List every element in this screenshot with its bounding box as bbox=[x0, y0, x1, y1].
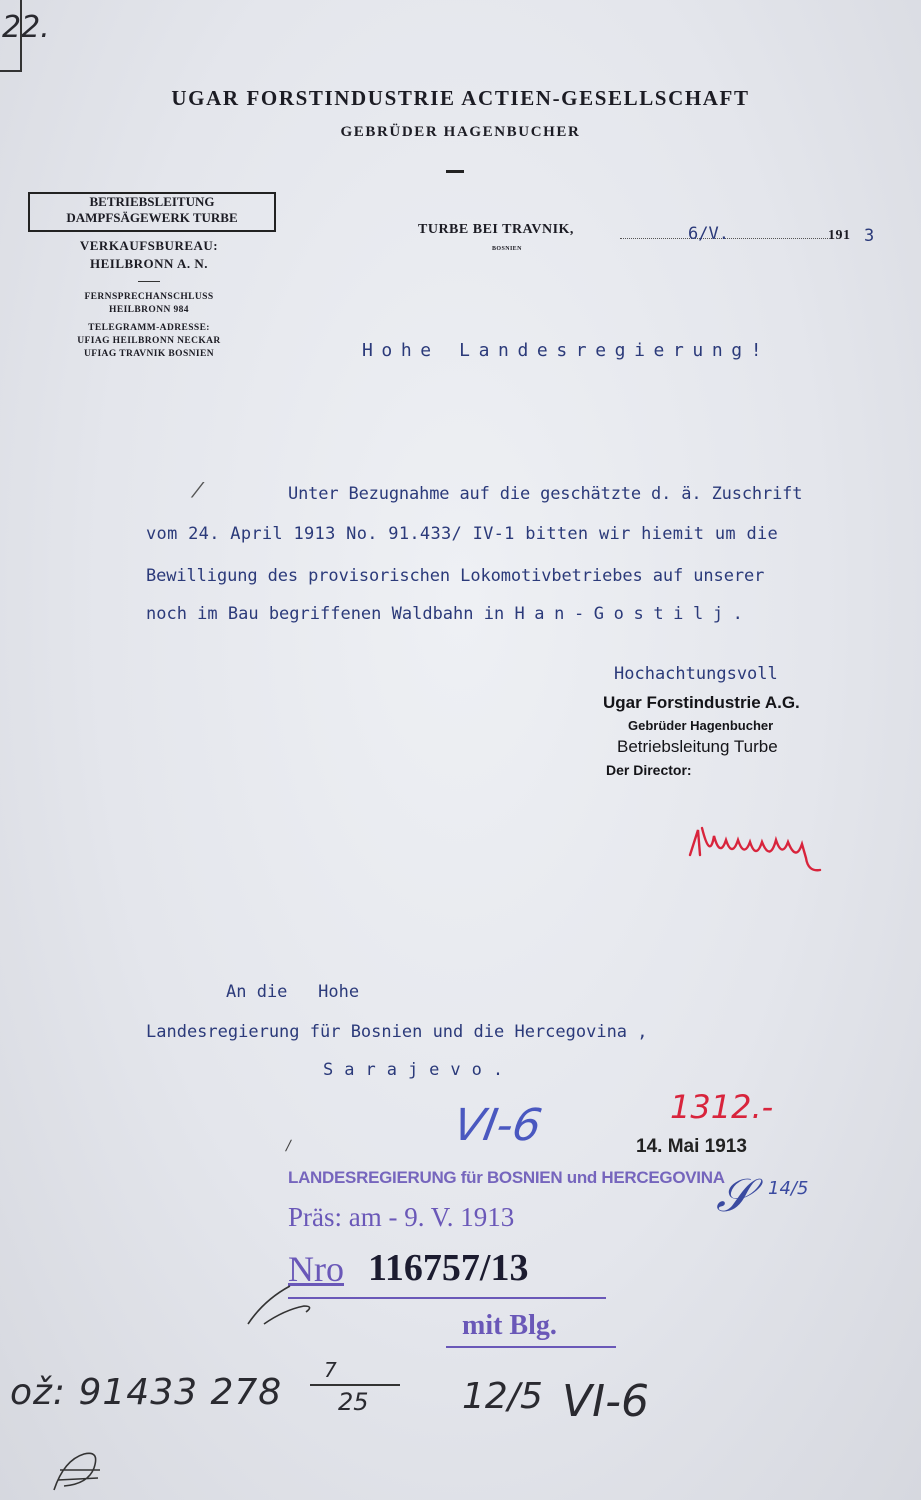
telegram-label: TELEGRAMM-ADRESSE: bbox=[88, 323, 210, 333]
department-box bbox=[28, 192, 276, 232]
body-line-1: Unter Bezugnahme auf die geschätzte d. ä. Zuschrift bbox=[288, 484, 803, 504]
body-line-4 bbox=[146, 604, 753, 624]
date-day: 6/V. bbox=[688, 224, 729, 244]
bottom-fraction-numerator: 7 bbox=[324, 1358, 337, 1382]
body-line-2: vom 24. April 1913 No. 91.433/ IV-1 bitten wir hiemit um die bbox=[146, 524, 779, 544]
sales-office-city: HEILBRONN A. N. bbox=[89, 256, 209, 271]
place-country: BOSNIEN bbox=[492, 246, 522, 252]
phone-value: HEILBRONN 984 bbox=[109, 305, 189, 315]
address-line-3: Sarajevo. bbox=[323, 1060, 515, 1080]
red-number-annotation: 1312.- bbox=[670, 1088, 774, 1126]
stamp-number-value: 116757/13 bbox=[368, 1247, 529, 1289]
salutation: Hohe Landesregierung! bbox=[362, 340, 771, 361]
address-line-2: Landesregierung für Bosnien und die Hercegovina , bbox=[146, 1022, 648, 1042]
place-name: TURBE BEI TRAVNIK, bbox=[418, 222, 574, 237]
initial-mark: 𝒮 bbox=[716, 1168, 752, 1222]
date-year-printed: 191 bbox=[828, 228, 851, 243]
body-line-4-text: noch im Bau begriffenen Waldbahn in bbox=[146, 604, 515, 624]
left-divider-1 bbox=[138, 281, 160, 282]
stamp-attachment-rule bbox=[446, 1346, 616, 1348]
stamp-presented-date: Präs: am - 9. V. 1913 bbox=[288, 1202, 515, 1232]
phone-label: FERNSPRECHANSCHLUSS bbox=[84, 292, 214, 302]
box-line-1: BETRIEBSLEITUNG bbox=[89, 194, 215, 209]
signature-company: Ugar Forstindustrie A.G. bbox=[603, 693, 800, 712]
sales-office-label: VERKAUFSBUREAU: bbox=[79, 238, 219, 253]
stamp-number-label: Nro bbox=[288, 1249, 344, 1289]
pencil-scribble bbox=[244, 1280, 334, 1330]
folio-number: 22. bbox=[2, 10, 50, 45]
roman-numeral-blue: VI-6 bbox=[449, 1100, 546, 1151]
company-name: UGAR FORSTINDUSTRIE ACTIEN-GESELLSCHAFT bbox=[171, 86, 750, 110]
telegram-address-2: UFIAG TRAVNIK BOSNIEN bbox=[84, 349, 214, 359]
corner-scribble bbox=[44, 1440, 114, 1500]
bottom-roman-numeral: VI-6 bbox=[562, 1376, 649, 1427]
stamp-attachment: mit Blg. bbox=[462, 1310, 557, 1341]
telegram-address-1: UFIAG HEILBRONN NECKAR bbox=[77, 336, 221, 346]
box-line-2: DAMPFSÄGEWERK TURBE bbox=[66, 210, 238, 225]
folio-corner-mark bbox=[0, 0, 22, 72]
stamp-rule bbox=[288, 1297, 606, 1299]
bottom-date: 12/5 bbox=[462, 1376, 543, 1417]
bottom-reference: ož: 91433 278 bbox=[10, 1372, 283, 1413]
address-line-1: An die Hohe bbox=[226, 982, 360, 1002]
stamp-header: LANDESREGIERUNG für BOSNIEN und HERCEGOVINA bbox=[288, 1168, 725, 1187]
closing: Hochachtungsvoll bbox=[614, 664, 778, 684]
stamp-tick: ∕ bbox=[286, 1138, 291, 1154]
body-line-3: Bewilligung des provisorischen Lokomotivbetriebes auf unserer bbox=[146, 566, 765, 586]
header-divider bbox=[446, 170, 464, 173]
bottom-fraction-denominator: 25 bbox=[338, 1388, 369, 1416]
signature-department: Betriebsleitung Turbe bbox=[617, 737, 778, 756]
red-signature-mark bbox=[680, 800, 830, 880]
signature-title: Der Director: bbox=[606, 762, 692, 778]
body-place-spaced: Han-Gostilj. bbox=[514, 604, 753, 624]
date-year-typed: 3 bbox=[864, 226, 875, 246]
date-stamp: 14. Mai 1913 bbox=[636, 1136, 747, 1157]
bottom-fraction-bar bbox=[310, 1384, 400, 1386]
initial-date: 14/5 bbox=[768, 1178, 809, 1199]
signature-subtitle: Gebrüder Hagenbucher bbox=[628, 718, 774, 733]
margin-tick: ⁄ bbox=[196, 478, 200, 502]
company-subtitle: GEBRÜDER HAGENBUCHER bbox=[340, 124, 581, 140]
